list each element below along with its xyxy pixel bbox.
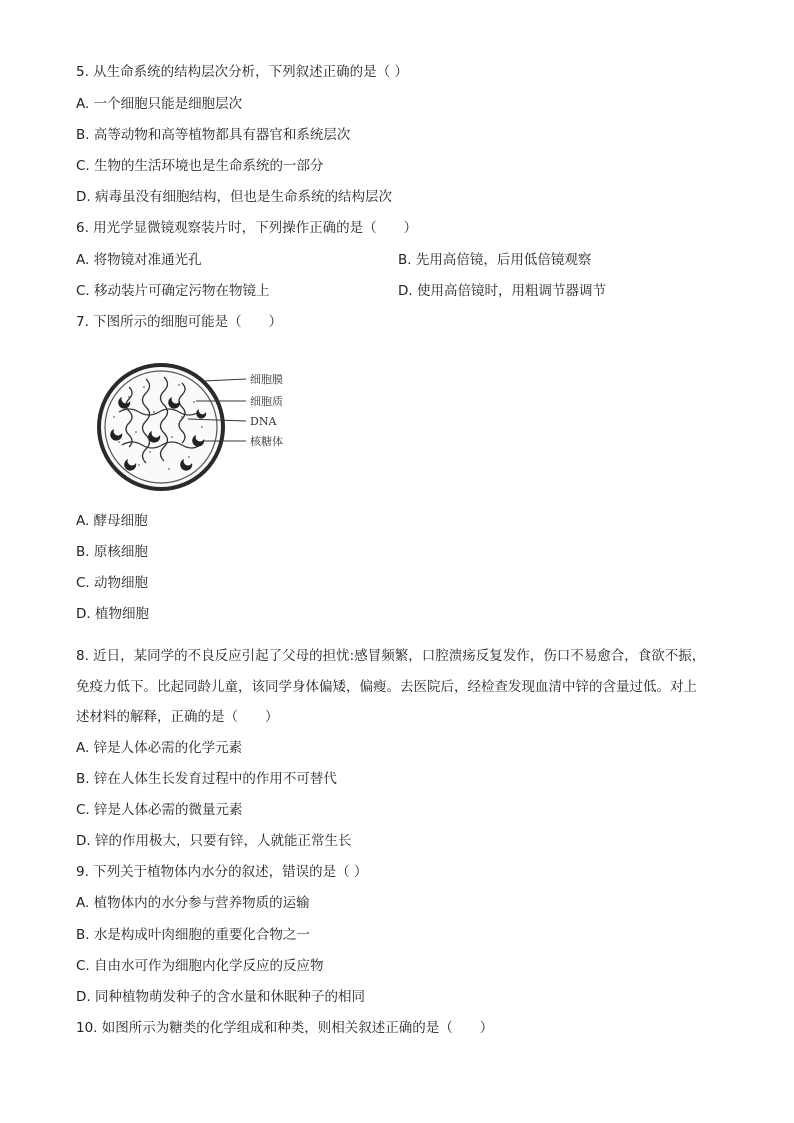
q5-option-d: D. 病毒虽没有细胞结构，但也是生命系统的结构层次 xyxy=(76,189,392,205)
q6-option-a: A. 将物镜对准通光孔 xyxy=(76,252,202,268)
label-cell-membrane: 细胞膜 xyxy=(250,373,283,386)
q8-stem-line-1: 8. 近日，某同学的不良反应引起了父母的担忧:感冒频繁，口腔溃疡反复发作，伤口不易愈合，食欲不振， xyxy=(76,648,706,664)
q7-option-a: A. 酵母细胞 xyxy=(76,513,148,529)
q8-stem-line-3: 述材料的解释，正确的是（ ） xyxy=(76,709,279,725)
cell-diagram xyxy=(84,357,314,497)
q8-option-b: B. 锌在人体生长发育过程中的作用不可替代 xyxy=(76,771,337,787)
q7-stem: 7. 下图所示的细胞可能是（ ） xyxy=(76,314,283,330)
q7-option-b: B. 原核细胞 xyxy=(76,544,148,560)
q5-stem: 5. 从生命系统的结构层次分析，下列叙述正确的是（ ） xyxy=(76,64,408,80)
q7-option-d: D. 植物细胞 xyxy=(76,606,149,622)
label-ribosome: 核糖体 xyxy=(250,435,283,448)
q6-stem: 6. 用光学显微镜观察装片时，下列操作正确的是（ ） xyxy=(76,220,418,236)
q8-option-a: A. 锌是人体必需的化学元素 xyxy=(76,740,243,756)
q8-option-c: C. 锌是人体必需的微量元素 xyxy=(76,802,243,818)
q6-option-d: D. 使用高倍镜时，用粗调节器调节 xyxy=(398,283,606,299)
q5-option-b: B. 高等动物和高等植物都具有器官和系统层次 xyxy=(76,127,351,143)
q6-option-b: B. 先用高倍镜，后用低倍镜观察 xyxy=(398,252,592,268)
q8-stem-line-2: 免疫力低下。比起同龄儿童，该同学身体偏矮，偏瘦。去医院后，经检查发现血清中锌的含量过低。对上 xyxy=(76,679,697,695)
label-dna: DNA xyxy=(250,415,277,428)
q5-option-c: C. 生物的生活环境也是生命系统的一部分 xyxy=(76,158,324,174)
q7-option-c: C. 动物细胞 xyxy=(76,575,149,591)
q8-option-d: D. 锌的作用极大，只要有锌，人就能正常生长 xyxy=(76,833,352,849)
q6-option-c: C. 移动装片可确定污物在物镜上 xyxy=(76,283,270,299)
q10-stem: 10. 如图所示为糖类的化学组成和种类，则相关叙述正确的是（ ） xyxy=(76,1020,494,1036)
q9-option-a: A. 植物体内的水分参与营养物质的运输 xyxy=(76,895,310,911)
label-cytoplasm: 细胞质 xyxy=(250,395,283,408)
q5-option-a: A. 一个细胞只能是细胞层次 xyxy=(76,96,243,112)
q9-stem: 9. 下列关于植物体内水分的叙述，错误的是（ ） xyxy=(76,864,368,880)
q9-option-d: D. 同种植物萌发种子的含水量和休眠种子的相同 xyxy=(76,989,365,1005)
q9-option-c: C. 自由水可作为细胞内化学反应的反应物 xyxy=(76,958,324,974)
q9-option-b: B. 水是构成叶肉细胞的重要化合物之一 xyxy=(76,927,310,943)
